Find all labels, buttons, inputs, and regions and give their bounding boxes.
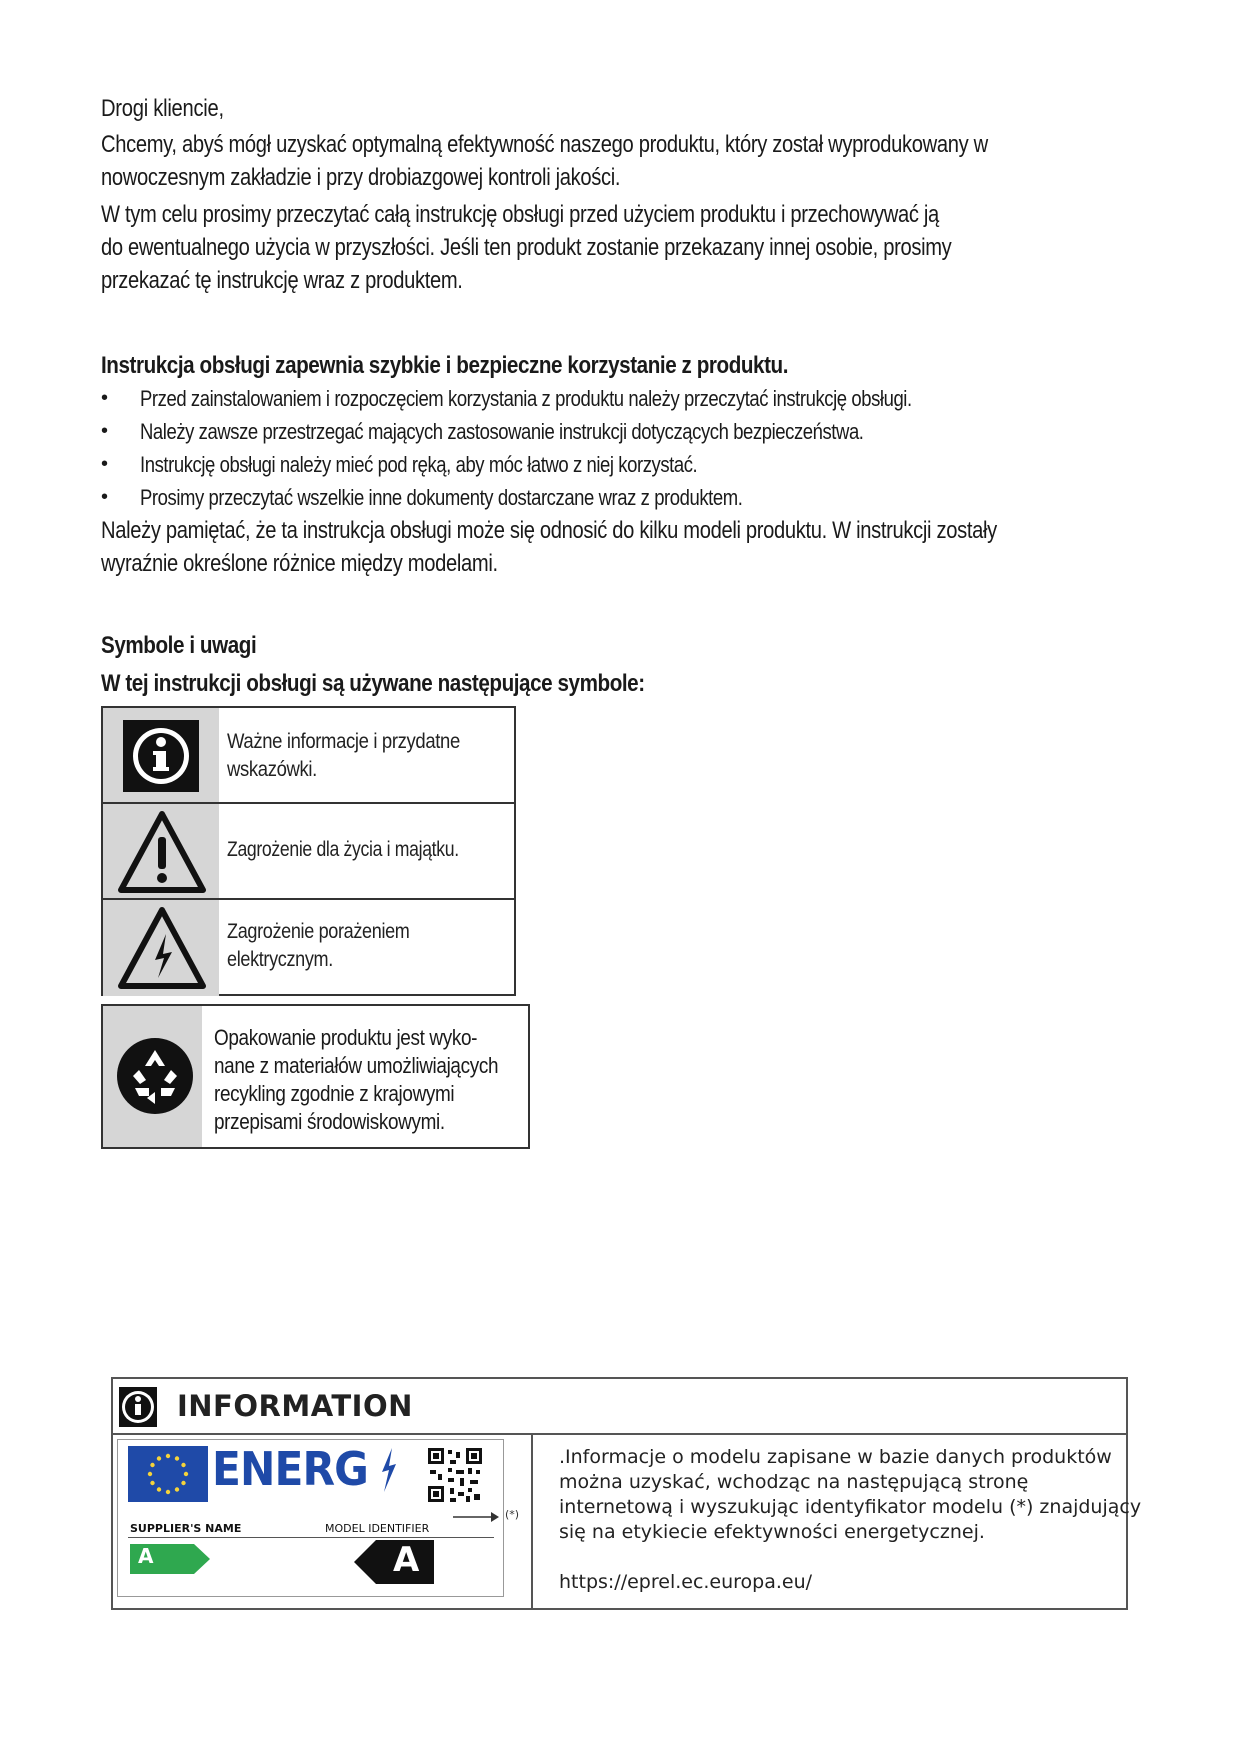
intro-line: przekazać tę instrukcję wraz z produktem.	[101, 267, 463, 294]
intro-line: W tym celu prosimy przeczytać całą instrukcję obsługi przed użyciem produktu i przechowywać ją	[101, 201, 939, 228]
energy-word: ENERG	[212, 1442, 368, 1496]
bullet-dot: •	[101, 453, 108, 475]
symbol-text-line: Zagrożenie dla życia i majątku.	[227, 838, 459, 861]
information-text-line: internetową i wyszukując identyfikator modelu (*) znajdujący	[559, 1496, 1142, 1518]
intro-line: nowoczesnym zakładzie i przy drobiazgowej kontroli jakości.	[101, 164, 621, 191]
recycle-text-line: przepisami środowiskowymi.	[214, 1109, 445, 1134]
model-identifier: MODEL IDENTIFIER	[325, 1522, 430, 1535]
eprel-link[interactable]: https://eprel.ec.europa.eu/	[559, 1571, 813, 1593]
recycle-text	[214, 1024, 498, 1136]
bullet-dot: •	[101, 486, 108, 508]
electric-shock-icon	[117, 906, 207, 990]
energy-label	[117, 1439, 504, 1597]
energy-label-panel	[113, 1435, 533, 1608]
intro-line: do ewentualnego użycia w przyszłości. Jeśli ten produkt zostanie przekazany innej osobie, prosimy	[101, 234, 952, 261]
information-text-line: się na etykiecie efektywności energetycznej.	[559, 1521, 985, 1543]
usage-heading: Instrukcja obsługi zapewnia szybkie i bezpieczne korzystanie z produktu.	[101, 352, 789, 379]
symbol-text-line: wskazówki.	[227, 758, 317, 781]
bullet-text: Przed zainstalowaniem i rozpoczęciem korzystania z produktu należy przeczytać instrukcję obsługi.	[140, 386, 912, 411]
symbols-heading: Symbole i uwagi	[101, 632, 257, 659]
information-box	[111, 1377, 1142, 1610]
usage-note-line: wyraźnie określone różnice między modelami.	[101, 550, 498, 577]
symbol-row-info	[103, 708, 514, 804]
information-title: INFORMATION	[177, 1389, 413, 1423]
usage-note-line: Należy pamiętać, że ta instrukcja obsługi może się odnosić do kilku modeli produktu. W instrukcji zostały	[101, 517, 997, 544]
symbol-text-line: Zagrożenie porażeniem	[227, 920, 410, 943]
information-text-line: .Informacje o modelu zapisane w bazie danych produktów	[559, 1446, 1112, 1468]
symbols-subheading: W tej instrukcji obsługi są używane następujące symbole:	[101, 670, 645, 697]
energy-bolt-icon	[380, 1448, 398, 1492]
recycle-icon-cell	[103, 1006, 202, 1147]
recycle-text-line: Opakowanie produktu jest wyko-	[214, 1025, 478, 1050]
class-letter-small: A	[138, 1544, 154, 1568]
symbol-row-electric	[103, 900, 514, 996]
label-divider	[128, 1537, 494, 1538]
eu-flag-icon	[128, 1446, 208, 1502]
greeting: Drogi kliencie,	[101, 95, 224, 122]
info-icon	[117, 714, 205, 798]
bullet-text: Prosimy przeczytać wszelkie inne dokumenty dostarczane wraz z produktem.	[140, 485, 743, 510]
class-letter-big: A	[393, 1540, 420, 1580]
bullet-dot: •	[101, 387, 108, 409]
bullet-dot: •	[101, 420, 108, 442]
recycle-icon	[115, 1036, 195, 1116]
symbol-icon-cell	[103, 804, 219, 898]
warning-icon	[117, 810, 207, 894]
symbols-table	[101, 706, 516, 996]
recycle-text-line: recykling zgodnie z krajowymi	[214, 1081, 455, 1106]
recycle-text-line: nane z materiałów umożliwiających	[214, 1053, 499, 1078]
recycle-box	[101, 1004, 530, 1149]
symbol-icon-cell	[103, 708, 219, 802]
bullet-text: Instrukcję obsługi należy mieć pod ręką, aby móc łatwo z niej korzystać.	[140, 452, 698, 477]
info-icon	[117, 1385, 161, 1429]
information-text	[559, 1445, 1141, 1545]
symbol-text-line: Ważne informacje i przydatne	[227, 730, 460, 753]
supplier-name: SUPPLIER'S NAME	[130, 1522, 242, 1535]
information-header	[113, 1379, 1126, 1435]
symbol-row-warning	[103, 804, 514, 900]
information-text-line: można uzyskać, wchodząc na następującą stronę	[559, 1471, 1029, 1493]
intro-line: Chcemy, abyś mógł uzyskać optymalną efektywność naszego produktu, który został wyprodukowany w	[101, 131, 988, 158]
symbol-icon-cell	[103, 900, 219, 996]
model-pointer-arrow	[453, 1511, 499, 1523]
model-asterisk: (*)	[505, 1508, 520, 1521]
symbol-text-line: elektrycznym.	[227, 948, 333, 971]
qr-code-icon	[428, 1448, 482, 1502]
bullet-text: Należy zawsze przestrzegać mających zastosowanie instrukcji dotyczących bezpieczeństwa.	[140, 419, 864, 444]
